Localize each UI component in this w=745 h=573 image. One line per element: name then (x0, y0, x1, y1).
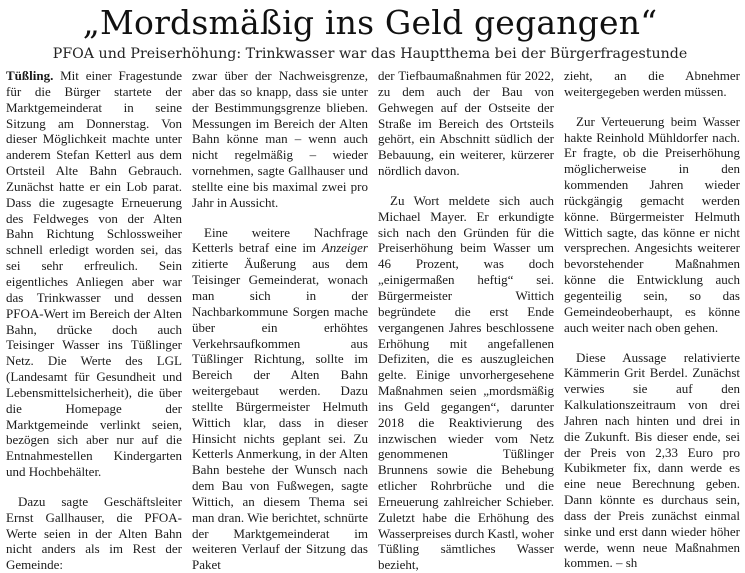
newspaper-name: Anzeiger (321, 240, 368, 256)
column-1 (6, 68, 187, 573)
paragraph: zwar über der Nachweisgrenze, aber das so knapp, dass sie unter der Bestimmungsgrenze blieben. Messungen im Bereich der Alten Bahn könne man – wenn auch nicht regelmäßig – wieder vornehmen, sagte Gallhauser und stellte eine bis maximal zwei pro Jahr in Aussicht. (192, 68, 368, 210)
paragraph (192, 225, 368, 573)
headline: „Mordsmäßig ins Geld gegangen“ (82, 3, 658, 42)
paragraph: Dazu sagte Geschäftsleiter Ernst Gallhauser, die PFOA-Werte seien in der Alten Bahn nicht anders als im Rest der Gemeinde: (6, 493, 182, 573)
author-signature: – sh (616, 555, 638, 571)
column-3 (373, 68, 559, 573)
column-2 (187, 68, 373, 573)
paragraph-text: Diese Aussage relativierte Kämmerin Grit Berdel. Zunächst verwies sie auf den Kalkulationszeitraum von drei Jahren nach hinten und drei in die Zukunft. Bis dieser ende, sei der Preis von 2,33 Euro pro Kubikmeter fix, dann werde es eine neue Berechnung geben. Dann könnte es durchaus sein, dass der Preis zunächst einmal sinke und erst dann wieder höher werde, wenn neue Maßnahmen kommen. (564, 349, 740, 571)
article-columns (6, 68, 740, 573)
paragraph (564, 350, 740, 572)
paragraph (6, 68, 182, 480)
paragraph: Zu Wort meldete sich auch Michael Mayer. Er erkundigte sich nach den Gründen für die Preiserhöhung beim Wasser um 46 Prozent, was doch „einigermaßen heftig“ sei. Bürgermeister Wittich begründete die erst Ende vergangenen Jahres beschlossene Erhöhung mit angefallenen Defiziten, die es auszugleichen gelte. Einige unvorhergesehene Maßnahmen seien „mordsmäßig ins Geld gegangen“, darunter 2018 die Reaktivierung des inzwischen wieder vom Netz genommenen Tüßlinger Brunnens sowie die Behebung etlicher Rohrbrüche und die Erneuerung zahlreicher Schieber. Zuletzt habe die Erhöhung des Wasserpreises durch Kastl, woher Tüßling sämtliches Wasser bezieht, (378, 192, 554, 573)
subheadline: PFOA und Preiserhöhung: Trinkwasser war das Hauptthema bei der Bürgerfragestunde (52, 46, 688, 62)
paragraph: zieht, an die Abnehmer weitergegeben werden müssen. (564, 68, 740, 99)
paragraph-text: Eine weitere Nachfrage Ketterls betraf eine im (192, 224, 368, 256)
paragraph: Zur Verteuerung beim Wasser hakte Reinhold Mühldorfer nach. Er fragte, ob die Preiserhöhung möglicherweise in den kommenden Jahren wieder rückgängig gemacht werden könne. Bürgermeister Helmuth Wittich sagte, das könne er nicht versprechen. Angesichts weiterer bevorstehender Maßnahmen könne die Entwicklung auch gegenteilig sein, so das Gemeindeoberhaupt, es könne auch weiter nach oben gehen. (564, 113, 740, 335)
paragraph-text: Mit einer Fragestunde für die Bürger startete der Marktgemeinderat in seine Sitzung am Donnerstag. Von dieser Möglichkeit machte unter anderem Stefan Ketterl aus dem Ortsteil Alte Bahn Gebrauch. Zunächst hatte er ein Lob parat. Dass die zugesagte Erneuerung des Feldweges von der Alten Bahn Richtung Schlossweiher schnell erledigt worden sei, das sei sehr erfreulich. Sein eigentliches Anliegen aber war das Trinkwasser und dessen PFOA-Wert im Bereich der Alten Bahn, drücke doch auch Teisinger Wasser ins Tüßlinger Netz. Die Werte des LGL (Landesamt für Gesundheit und Lebensmittelsicherheit), die über die Homepage der Marktgemeinde verlinkt seien, bezögen sich aber nur auf die Entnahmestellen Kindergarten und Hochbehälter. (6, 68, 182, 480)
column-4 (559, 68, 745, 571)
paragraph: der Tiefbaumaßnahmen für 2022, zu dem auch der Bau von Gehwegen auf der Ostseite der Straße im Bereich des Ortsteils gehört, ein Abschnitt südlich der Bebauung, ein weiterer, kürzerer nördlich davon. (378, 68, 554, 179)
paragraph-text: zitierte Äußerung aus dem Teisinger Gemeinderat, wonach man sich in der Nachbarkommune Sorgen mache über ein erhöhtes Verkehrsaufkommen aus Tüßlinger Richtung, sollte im Bereich der Alten Bahn weitergebaut werden. Dazu stellte Bürgermeister Helmuth Wittich klar, dass in dieser Hinsicht nichts geplant sei. Zu Ketterls Anmerkung, in der Alten Bahn bestehe der Wunsch nach dem Bau von Fußwegen, sagte Wittich, an diesem Thema sei man dran. Wie berichtet, schnürte der Marktgemeinderat im weiteren Verlauf der Sitzung das Paket (192, 256, 368, 573)
dateline: Tüßling. (6, 68, 54, 83)
